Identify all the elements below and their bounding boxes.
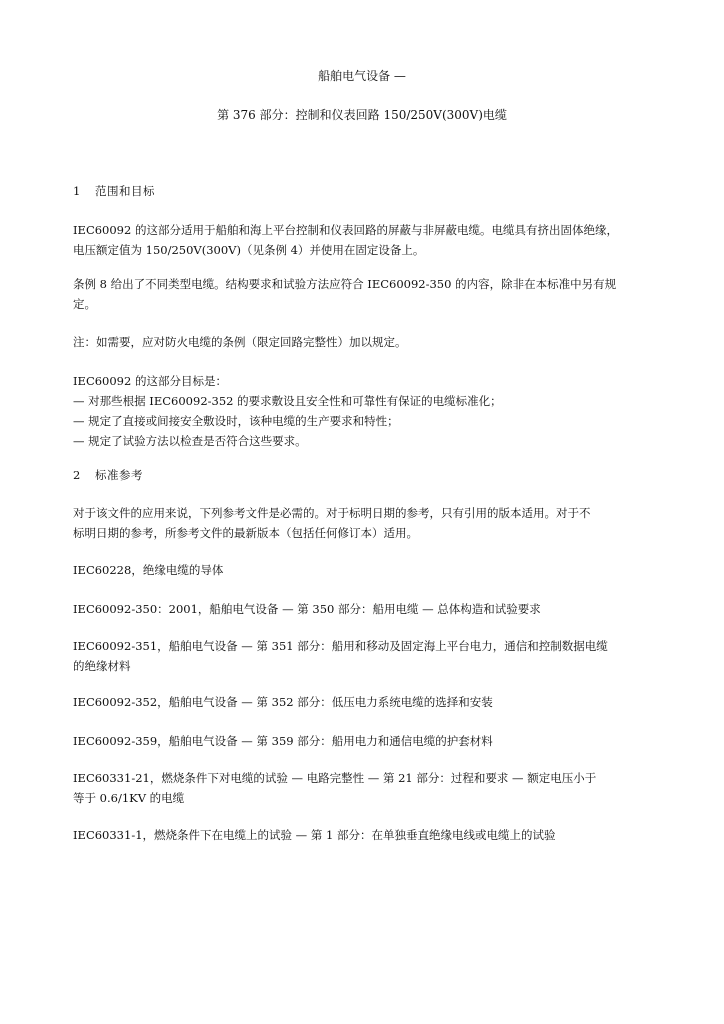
reference-line: IEC60228，绝缘电缆的导体	[73, 563, 224, 577]
document-title-line1: 船舶电气设备 —	[318, 69, 406, 83]
reference-item	[73, 825, 657, 845]
section1-objectives	[73, 371, 657, 451]
reference-line: IEC60092-352，船舶电气设备 — 第 352 部分：低压电力系统电缆的选择和安装	[73, 695, 493, 709]
reference-line: IEC60092-350：2001，船舶电气设备 — 第 350 部分：船用电缆 — 总体构造和试验要求	[73, 602, 541, 616]
section1-title: 范围和目标	[95, 184, 155, 198]
section1-note: 注：如需要，应对防火电缆的条例（限定回路完整性）加以规定。	[73, 335, 407, 349]
reference-item	[73, 731, 657, 751]
reference-item	[73, 768, 657, 808]
paragraph-line: IEC60092 的这部分适用于船舶和海上平台控制和仪表回路的屏蔽与非屏蔽电缆。电缆具有挤出固体绝缘，	[73, 223, 618, 237]
objective-item: — 规定了直接或间接安全敷设时，该种电缆的生产要求和特性；	[73, 414, 399, 428]
section2-number: 2	[73, 468, 81, 482]
section1-paragraph1	[73, 220, 657, 260]
paragraph-line: 电压额定值为 150/250V(300V)（见条例 4）并使用在固定设备上。	[73, 243, 425, 257]
paragraph-line: 标明日期的参考，所参考文件的最新版本（包括任何修订本）适用。	[73, 526, 418, 540]
reference-item	[73, 692, 657, 712]
section1-heading	[73, 181, 657, 201]
reference-line: IEC60092-359，船舶电气设备 — 第 359 部分：船用电力和通信电缆的护套材料	[73, 734, 493, 748]
section1-paragraph2	[73, 274, 657, 314]
section2-title: 标准参考	[95, 468, 143, 482]
objective-item: — 规定了试验方法以检查是否符合这些要求。	[73, 434, 307, 448]
section2-heading	[73, 465, 657, 485]
objective-item: — 对那些根据 IEC60092-352 的要求敷设且安全性和可靠性有保证的电缆标准化；	[73, 394, 502, 408]
reference-line: IEC60331-1，燃烧条件下在电缆上的试验 — 第 1 部分：在单独垂直绝缘电线或电缆上的试验	[73, 828, 556, 842]
reference-line: 的绝缘材料	[73, 659, 131, 673]
paragraph-line: 对于该文件的应用来说，下列参考文件是必需的。对于标明日期的参考，只有引用的版本适用。对于不	[73, 506, 591, 520]
reference-line: 等于 0.6/1KV 的电缆	[73, 791, 185, 805]
reference-line: IEC60092-351，船舶电气设备 — 第 351 部分：船用和移动及固定海上平台电力，通信和控制数据电缆	[73, 639, 608, 653]
reference-item	[73, 599, 657, 619]
paragraph-line: 条例 8 给出了不同类型电缆。结构要求和试验方法应符合 IEC60092-350 的内容，除非在本标准中另有规	[73, 277, 617, 291]
document-title-line2: 第 376 部分：控制和仪表回路 150/250V(300V)电缆	[217, 108, 507, 122]
reference-item	[73, 560, 657, 580]
section1-number: 1	[73, 184, 81, 198]
objectives-intro: IEC60092 的这部分目标是：	[73, 374, 227, 388]
reference-line: IEC60331-21，燃烧条件下对电缆的试验 — 电路完整性 — 第 21 部分：过程和要求 — 额定电压小于	[73, 771, 597, 785]
paragraph-line: 定。	[73, 297, 96, 311]
reference-item	[73, 636, 657, 676]
section2-intro	[73, 503, 657, 543]
